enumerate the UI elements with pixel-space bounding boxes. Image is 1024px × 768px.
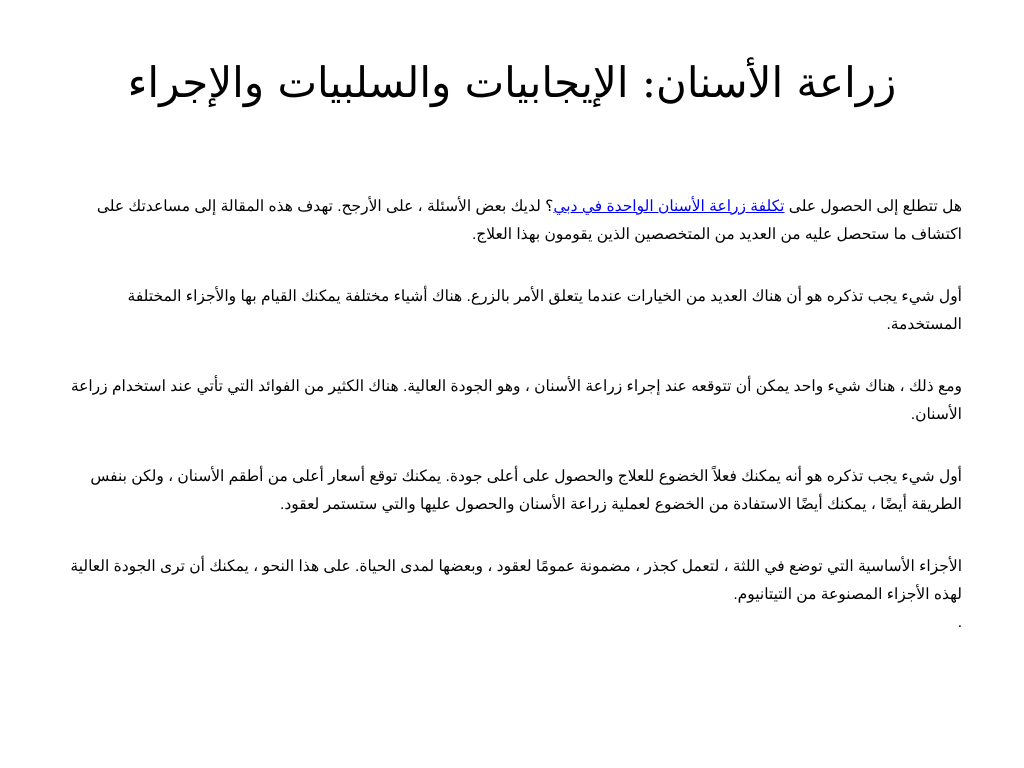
trailing-period: . (957, 614, 962, 631)
paragraph-options: أول شيء يجب تذكره هو أن هناك العديد من الخيارات عندما يتعلق الأمر بالزرع. هناك أشياء مختلفة يمكنك القيام بها والأجزاء المختلفة المستخدمة. (127, 288, 962, 333)
paragraph-titanium-text: الأجزاء الأساسية التي توضع في اللثة ، لتعمل كجذر ، مضمونة عمومًا لعقود ، وبعضها لمدى الحياة. على هذا النحو ، يمكنك أن ترى الجودة العالية لهذه الأجزاء المصنوعة من التيتانيوم. (70, 558, 962, 603)
paragraph-intro-before: هل تتطلع إلى الحصول على (784, 198, 962, 215)
dental-implant-cost-link[interactable]: تكلفة زراعة الأسنان الواحدة في دبي (553, 198, 785, 215)
paragraph-titanium (60, 553, 962, 637)
paragraph-benefits: أول شيء يجب تذكره هو أنه يمكنك فعلاً الخضوع للعلاج والحصول على أعلى جودة. يمكنك توقع أسعار أعلى من أطقم الأسنان ، ولكن بنفس الطريقة أيضًا ، يمكنك أيضًا الاستفادة من الخضوع لعملية زراعة الأسنان والحصول عليها والتي ستستمر لعقود. (90, 468, 962, 513)
paragraph-intro-after: ؟ لديك بعض الأسئلة ، على الأرجح. تهدف هذه المقالة إلى مساعدتك على اكتشاف ما ستحصل عليه من العديد من المتخصصين الذين يقومون بهذا العلاج. (96, 198, 962, 243)
article-body (60, 193, 962, 637)
paragraph-intro (60, 193, 962, 249)
paragraph-quality: ومع ذلك ، هناك شيء واحد يمكن أن تتوقعه عند إجراء زراعة الأسنان ، وهو الجودة العالية. هناك الكثير من الفوائد التي تأتي عند استخدام زراعة الأسنان. (70, 378, 962, 423)
page-title: زراعة الأسنان: الإيجابيات والسلبيات والإجراء (127, 58, 897, 107)
